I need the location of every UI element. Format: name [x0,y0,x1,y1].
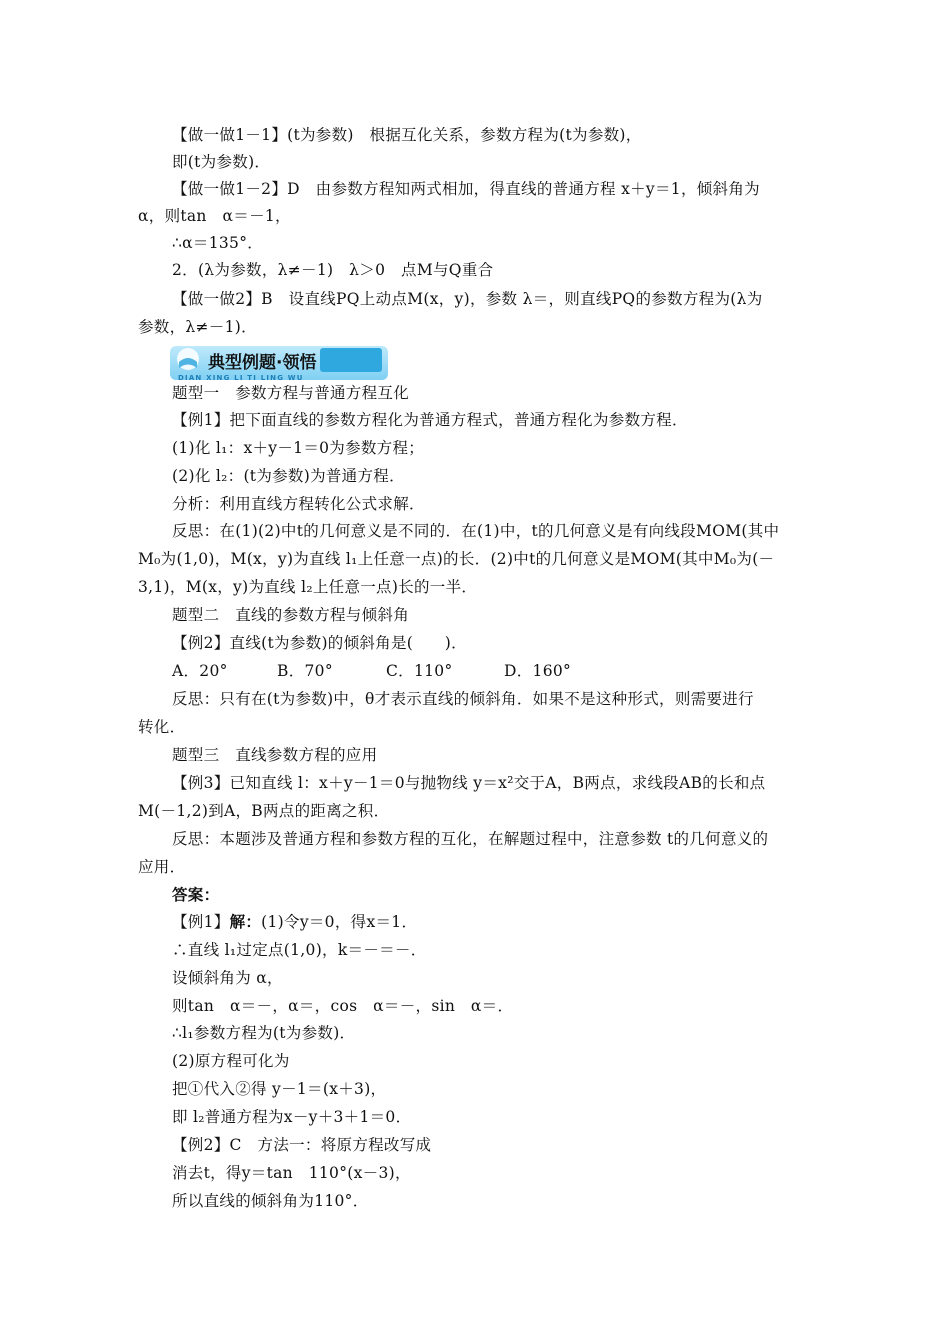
answer-line [172,912,417,932]
text-line: 2．(λ为参数，λ≠－1) λ＞0 点M与Q重合 [172,261,494,279]
solution-label: 解： [229,912,262,931]
text-line: (2)化 l₂：(t为参数)为普通方程． [172,467,405,485]
text-line: 即(t为参数)． [172,153,271,171]
text-line: 【例2】C 方法一：将原方程改写成 [172,1136,432,1154]
text-line: 即 l₂普通方程为x－y＋3＋1＝0． [172,1108,412,1126]
text-line: 应用． [138,858,186,876]
text-line: 反思：在(1)(2)中t的几何意义是不同的．在(1)中，t的几何意义是有向线段MOM(其中 [172,522,780,540]
banner-title: 典型例题·领悟 [208,353,317,373]
section-banner [168,342,398,384]
text-line: 设倾斜角为 α， [172,969,283,987]
text-line: 【例2】直线(t为参数)的倾斜角是( )． [172,634,467,652]
choice-b: B．70° [277,662,333,680]
choice-d: D．160° [504,662,572,680]
text-line: ∴直线 l₁过定点(1,0)，k＝－＝－． [172,941,427,959]
answer-text: (1)令y＝0，得x＝1． [261,913,418,931]
text-line: M₀为(1,0)，M(x，y)为直线 l₁上任意一点)的长．(2)中t的几何意义是MOM(其中M₀为(－ [138,550,775,568]
banner-highlight [320,348,382,372]
text-line: 【做一做1－1】(t为参数) 根据互化关系，参数方程为(t为参数)， [172,126,642,144]
choice-a: A．20° [172,662,228,680]
text-line: 反思：本题涉及普通方程和参数方程的互化，在解题过程中，注意参数 t的几何意义的 [172,830,769,848]
text-line: (2)原方程可化为 [172,1052,290,1070]
text-line: ∴α＝135°． [172,234,264,252]
text-line: 则tan α＝－，α＝，cos α＝－，sin α＝． [172,997,514,1015]
text-line: 所以直线的倾斜角为110°． [172,1192,369,1210]
text-line: 反思：只有在(t为参数)中，θ才表示直线的倾斜角．如果不是这种形式，则需要进行 [172,690,754,708]
text-line: 【例1】把下面直线的参数方程化为普通方程式，普通方程化为参数方程． [172,411,688,429]
section-heading: 题型二 直线的参数方程与倾斜角 [172,606,410,624]
text-line: 消去t，得y＝tan 110°(x－3)， [172,1164,411,1182]
text-line: 参数，λ≠－1)． [138,318,257,336]
text-line: α，则tan α＝－1， [138,207,291,225]
section-heading: 题型一 参数方程与普通方程互化 [172,384,410,402]
text-line: 【做一做2】B 设直线PQ上动点M(x，y)，参数 λ＝，则直线PQ的参数方程为(λ为 [172,290,763,308]
text-line: 把①代入②得 y－1＝(x＋3)， [172,1080,387,1098]
section-heading: 题型三 直线参数方程的应用 [172,746,378,764]
book-icon [177,348,199,370]
text-line: (1)化 l₁：x＋y－1＝0为参数方程； [172,439,425,457]
text-line: 【做一做1－2】D 由参数方程知两式相加，得直线的普通方程 x＋y＝1，倾斜角为 [172,180,760,198]
text-line: 分析：利用直线方程转化公式求解． [172,495,425,513]
text-line: 转化． [138,718,186,736]
banner-subtitle: DIAN XING LI TI LING WU [178,374,304,382]
answer-label: 【例1】 [172,913,230,931]
text-line: ∴l₁参数方程为(t为参数)． [172,1024,356,1042]
text-line: 3,1)，M(x，y)为直线 l₂上任意一点)长的一半． [138,578,478,596]
text-line: M(－1,2)到A，B两点的距离之积． [138,802,390,820]
choice-c: C．110° [386,662,453,680]
answers-heading: 答案： [172,885,220,904]
text-line: 【例3】已知直线 l：x＋y－1＝0与抛物线 y＝x²交于A，B两点，求线段AB的长和点 [172,774,766,792]
